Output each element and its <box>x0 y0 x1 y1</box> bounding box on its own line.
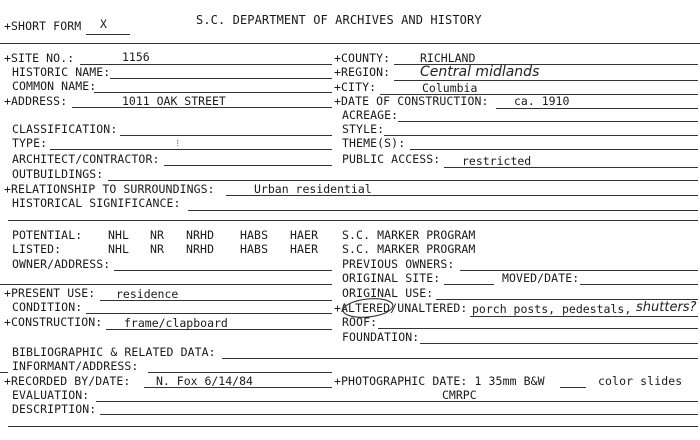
previous-owners-label: PREVIOUS OWNERS: <box>342 257 455 271</box>
photo-label: +PHOTOGRAPHIC DATE: 1 35mm B&W <box>334 374 545 388</box>
region-value: Central midlands <box>420 64 540 80</box>
common-name-label: COMMON NAME: <box>12 79 97 93</box>
short-form-underline <box>86 34 130 35</box>
significance-label: HISTORICAL SIGNIFICANCE: <box>12 196 181 210</box>
description-label: DESCRIPTION: <box>12 402 97 416</box>
original-use-label: ORIGINAL USE: <box>342 286 434 300</box>
historic-name-line <box>110 78 332 79</box>
address-label: +ADDRESS: <box>4 94 68 108</box>
significance-line-2 <box>8 220 698 221</box>
themes-line <box>410 149 698 150</box>
potential-nhl: NHL <box>108 228 130 242</box>
condition-line <box>86 313 332 314</box>
moved-date-label: MOVED/DATE: <box>502 271 580 285</box>
color-slides-label: color slides <box>598 374 683 388</box>
outbuildings-label: OUTBUILDINGS: <box>12 167 104 181</box>
bibliographic-label: BIBLIOGRAPHIC & RELATED DATA: <box>12 345 216 359</box>
present-use-value: residence <box>116 287 179 301</box>
present-use-line <box>100 300 332 301</box>
classification-label: CLASSIFICATION: <box>12 122 118 136</box>
roof-line <box>378 328 698 329</box>
foundation-label: FOUNDATION: <box>342 330 420 344</box>
original-site-label: ORIGINAL SITE: <box>342 271 441 285</box>
stray-mark: ⁞ <box>175 139 181 149</box>
potential-habs: HABS <box>240 228 269 242</box>
public-access-line <box>444 167 698 168</box>
outbuildings-line <box>108 180 698 181</box>
recorded-line <box>144 387 332 388</box>
altered-value: porch posts, pedestals, <box>472 302 632 316</box>
style-line <box>384 135 698 136</box>
listed-habs: HABS <box>240 242 269 256</box>
address-value: 1011 OAK STREET <box>122 94 226 108</box>
original-site-line <box>444 284 494 285</box>
evaluation-label: EVALUATION: <box>12 388 90 402</box>
evaluation-value: CMRPC <box>442 388 477 402</box>
listed-marker: S.C. MARKER PROGRAM <box>342 242 476 256</box>
color-slides-blank <box>560 387 586 388</box>
moved-date-line <box>580 284 698 285</box>
address-line <box>72 107 332 108</box>
header-divider <box>0 43 700 44</box>
architect-line <box>164 165 332 166</box>
informant-label: INFORMANT/ADDRESS: <box>12 359 139 373</box>
style-label: STYLE: <box>342 122 385 136</box>
potential-label: POTENTIAL: <box>12 228 83 242</box>
county-label: +COUNTY: <box>334 51 391 65</box>
owner-label: OWNER/ADDRESS: <box>12 257 111 271</box>
present-use-label: +PRESENT USE: <box>4 286 96 300</box>
informant-tick <box>0 372 8 373</box>
site-no-line <box>80 64 332 65</box>
condition-label: CONDITION: <box>12 300 83 314</box>
themes-label: THEME(S): <box>342 136 406 150</box>
city-label: +CITY: <box>334 80 377 94</box>
construction-label: +CONSTRUCTION: <box>4 315 103 329</box>
listed-haer: HAER <box>290 242 319 256</box>
form-title: S.C. DEPARTMENT OF ARCHIVES AND HISTORY <box>196 13 482 27</box>
public-access-label: PUBLIC ACCESS: <box>342 152 441 166</box>
architect-label: ARCHITECT/CONTRACTOR: <box>12 152 160 166</box>
recorded-value: N. Fox 6/14/84 <box>156 374 253 388</box>
listed-nrhd: NRHD <box>186 242 215 256</box>
city-value: Columbia <box>422 81 478 95</box>
public-access-value: restricted <box>462 154 532 168</box>
potential-nr: NR <box>150 228 165 242</box>
section-divider-left <box>0 284 332 285</box>
date-line <box>496 108 698 109</box>
evaluation-line <box>96 401 698 402</box>
potential-haer: HAER <box>290 228 319 242</box>
roof-label: ROOF: <box>342 315 378 329</box>
description-line <box>100 414 698 415</box>
recorded-label: +RECORDED BY/DATE: <box>4 374 131 388</box>
site-no-label: +SITE NO.: <box>4 51 75 65</box>
bibliographic-line <box>222 358 698 359</box>
acreage-label: ACREAGE: <box>342 108 399 122</box>
type-label: TYPE: <box>12 136 48 150</box>
region-label: +REGION: <box>334 65 391 79</box>
short-form-mark: X <box>100 17 107 31</box>
type-line <box>50 149 332 150</box>
county-value: RICHLAND <box>420 51 476 65</box>
site-no-value: 1156 <box>122 50 150 64</box>
listed-nhl: NHL <box>108 242 130 256</box>
significance-line <box>188 210 698 211</box>
listed-nr: NR <box>150 242 165 256</box>
description-line-2 <box>8 426 698 427</box>
potential-nrhd: NRHD <box>186 228 215 242</box>
acreage-line <box>398 121 698 122</box>
altered-line <box>470 316 698 317</box>
previous-owners-line <box>460 270 698 271</box>
classification-line <box>120 135 332 136</box>
informant-line <box>148 372 332 373</box>
construction-value: frame/clapboard <box>124 316 228 330</box>
relationship-value: Urban residential <box>254 182 372 196</box>
historic-name-label: HISTORIC NAME: <box>12 65 111 79</box>
date-label: +DATE OF CONSTRUCTION: <box>334 94 489 108</box>
altered-label: +ALTERED/UNALTERED: <box>334 301 468 315</box>
short-form-label: +SHORT FORM <box>4 19 82 33</box>
common-name-line <box>94 92 332 93</box>
date-value: ca. 1910 <box>514 94 570 108</box>
relationship-line <box>226 195 698 196</box>
relationship-label: +RELATIONSHIP TO SURROUNDINGS: <box>4 182 215 196</box>
altered-handwritten: shutters? <box>636 300 697 315</box>
listed-label: LISTED: <box>12 242 62 256</box>
owner-line <box>114 270 332 271</box>
foundation-line <box>420 343 698 344</box>
potential-marker: S.C. MARKER PROGRAM <box>342 228 476 242</box>
construction-line <box>106 329 332 330</box>
